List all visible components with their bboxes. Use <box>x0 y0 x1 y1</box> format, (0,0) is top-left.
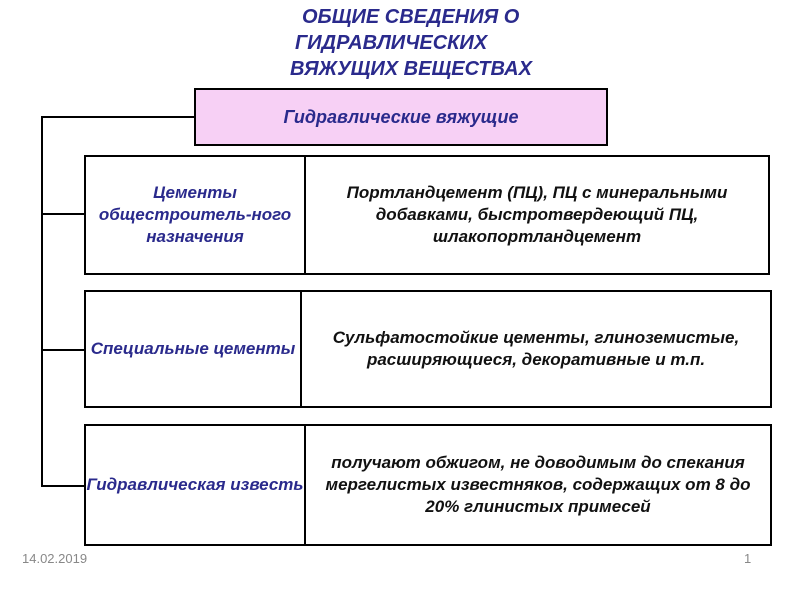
description-text: Портландцемент (ПЦ), ПЦ с минеральными добавками, быстротвердеющий ПЦ, шлакопортландцемент <box>346 183 728 246</box>
description-box-general-cements <box>304 155 770 275</box>
category-label: Гидравлическая известь <box>86 475 304 494</box>
slide-date: 14.02.2019 <box>22 551 88 566</box>
title-line-3: ВЯЖУЩИХ ВЕЩЕСТВАХ <box>290 58 532 80</box>
description-text: получают обжигом, не доводимым до спекания мергелистых известняков, содержащих от 8 до 20% глинистых примесей <box>325 453 751 516</box>
category-box-hydraulic-lime <box>84 424 306 546</box>
title-line-1: ОБЩИЕ СВЕДЕНИЯ О <box>302 6 520 28</box>
description-text: Сульфатостойкие цементы, глиноземистые, расширяющиеся, декоративные и т.п. <box>332 328 740 369</box>
category-label: Специальные цементы <box>90 339 296 358</box>
slide-number: 1 <box>744 551 752 566</box>
description-box-special-cements <box>300 290 772 408</box>
title-line-2: ГИДРАВЛИЧЕСКИХ <box>295 32 488 54</box>
root-node-box: Гидравлические вяжущие <box>194 88 608 146</box>
description-box-hydraulic-lime <box>304 424 772 546</box>
category-box-general-cements <box>84 155 306 275</box>
category-label: Цементы общестроитель-ного назначения <box>98 183 292 246</box>
category-box-special-cements <box>84 290 302 408</box>
